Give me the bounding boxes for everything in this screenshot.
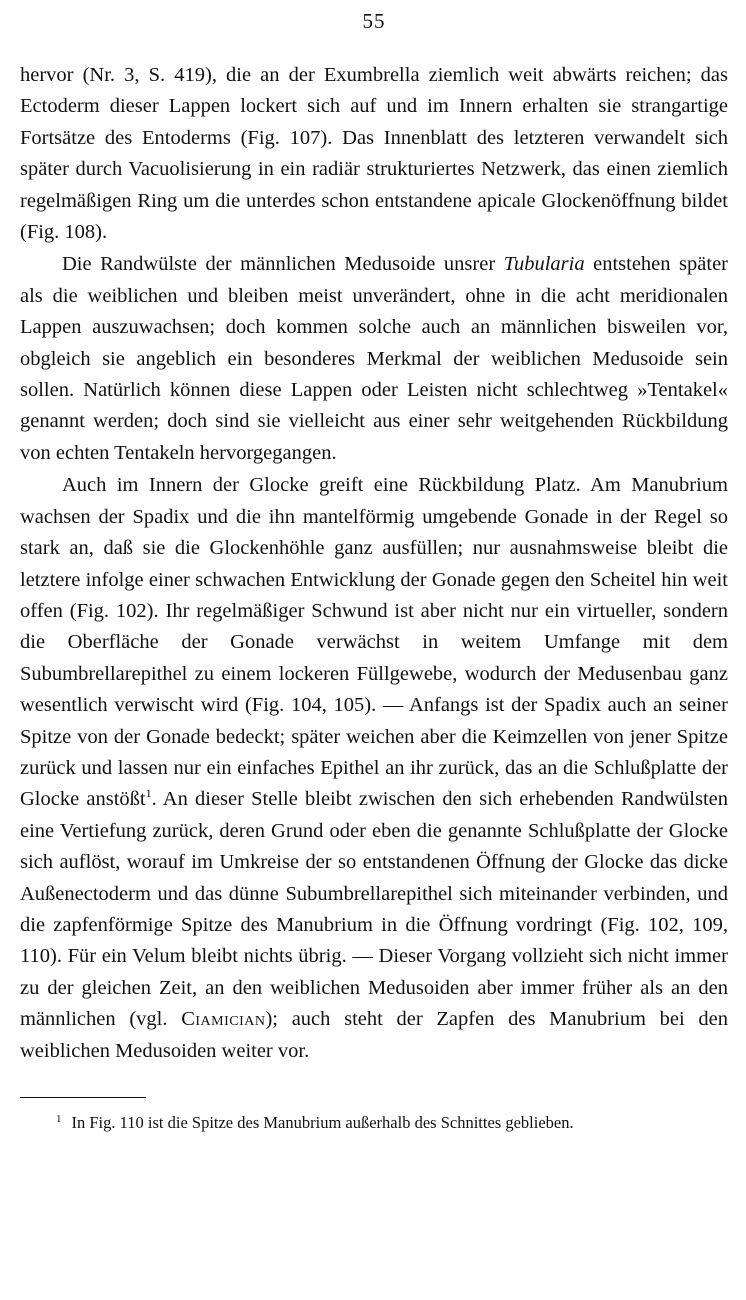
paragraph-2-text-a: Die Randwülste der männlichen Medusoide unsrer <box>62 253 504 276</box>
footnote-separator <box>20 1097 146 1098</box>
footnote <box>20 1112 728 1134</box>
paragraph-3-text-b: . An dieser Stelle bleibt zwischen den sich erhebenden Randwülsten eine Vertiefung zurück, deren Grund oder eben die genannte Schlußplatte der Glocke sich auflöst, worauf im Umkreise der so entstandenen Öffnung der Glocke das dicke Außenectoderm und das dünne Subumbrellarepithel sich miteinander verbinden, und die zapfenförmige Spitze des Manubrium in die Öffnung vordringt (Fig. 102, 109, 110). Für ein Velum bleibt nichts übrig. — Dieser Vorgang vollzieht sich nicht immer zu der gleichen Zeit, an den weiblichen Medusoiden aber immer früher als an den männlichen (vgl. <box>20 788 729 1031</box>
genus-name-tubularia: Tubularia <box>503 253 585 276</box>
author-citation-ciamician: Ciamician <box>181 1008 266 1031</box>
paragraph-3 <box>20 470 728 1067</box>
paragraph-3-text-c: ); auch steht der Zapfen des Manubrium bei den weiblichen Medusoiden weiter vor. <box>20 1008 728 1062</box>
footnote-marker: 1 <box>56 1113 62 1125</box>
footnote-text: In Fig. 110 ist die Spitze des Manubrium außerhalb des Schnittes geblieben. <box>71 1113 574 1132</box>
page-number: 55 <box>362 9 386 33</box>
paragraph-1 <box>20 60 728 248</box>
paragraph-2-text-b: entstehen später als die weiblichen und bleiben meist unverändert, ohne in die acht meridionalen Lappen auszuwachsen; doch kommen solche auch an männlichen bisweilen vor, obgleich sie angeblich ein besonderes Merkmal der weiblichen Medusoide sein sollen. Natürlich können diese Lappen oder Leisten nicht schlechtweg »Tentakel« genannt werden; doch sind sie vielleicht aus einer sehr weitgehenden Rückbildung von echten Tentakeln hervorgegangen. <box>20 253 728 464</box>
paragraph-1-text: hervor (Nr. 3, S. 419), die an der Exumbrella ziemlich weit abwärts reichen; das Ectoderm dieser Lappen lockert sich auf und im Innern erhalten sie strangartige Fortsätze des Entoderms (Fig. 107). Das Innenblatt des letzteren verwandelt sich später durch Vacuolisierung in ein radiär strukturiertes Netzwerk, das einen ziemlich regelmäßigen Ring um die unterdes schon entstandene apicale Glockenöffnung bildet (Fig. 108). <box>20 64 728 244</box>
paragraph-2 <box>20 249 728 469</box>
body-text <box>20 60 728 1067</box>
footnote-reference[interactable]: 1 <box>145 786 152 801</box>
paragraph-3-text-a: Auch im Innern der Glocke greift eine Rückbildung Platz. Am Manubrium wachsen der Spadix und die ihn mantelförmig umgebende Gonade in der Regel so stark an, daß sie die Glockenhöhle ganz ausfüllen; nur ausnahmsweise bleibt die letztere infolge einer schwachen Entwicklung der Gonade gegen den Scheitel hin weit offen (Fig. 102). Ihr regelmäßiger Schwund ist aber nicht nur ein virtueller, sondern die Oberfläche der Gonade verwächst in weitem Umfange mit dem Subumbrellarepithel zu einem lockeren Füllgewebe, wodurch der Medusenbau ganz wesentlich verwischt wird (Fig. 104, 105). — Anfangs ist der Spadix auch an seiner Spitze von der Gonade bedeckt; später weichen aber die Keimzellen von jener Spitze zurück und lassen nur ein einfaches Epithel an ihr zurück, das an die Schlußplatte der Glocke anstößt <box>20 474 728 811</box>
document-page <box>20 6 728 1134</box>
